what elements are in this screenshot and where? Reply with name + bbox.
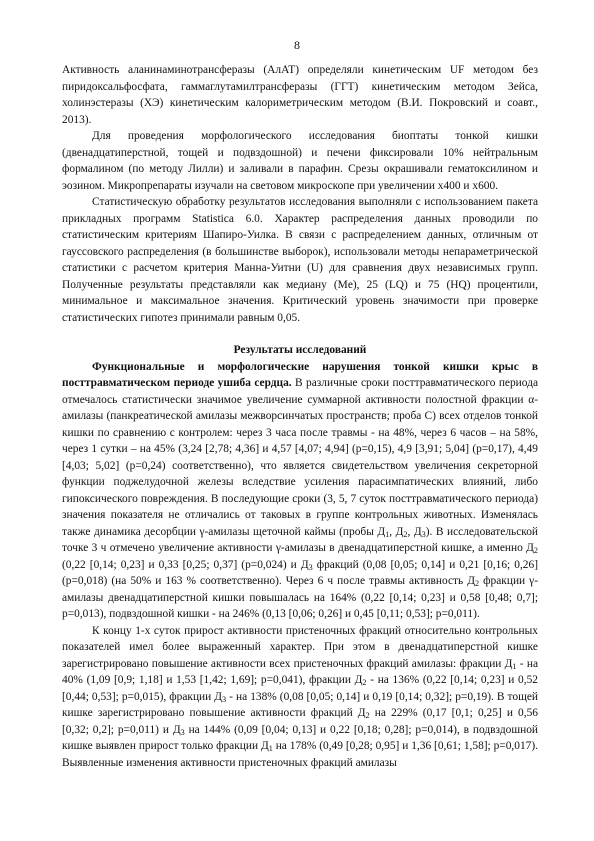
paragraph-morphology-methods: Для проведения морфологического исследования биоптаты тонкой кишки (двенадцатиперстной, тощей и подвздошной) и печени фиксировали 10% нейтральным формалином (по методу Лилли) и заливали в парафин. Срезы окрашивали гематоксилином и эозином. Микропрепараты изучали на световом микроскопе при увеличении х400 и х600.	[62, 130, 538, 192]
results-lead-sentence: Функциональные и морфологические нарушения тонкой кишки крыс в посттравматическом периоде ушиба сердца.	[62, 360, 538, 389]
paragraph-results-1	[62, 359, 538, 623]
section-heading-results: Результаты исследований	[233, 344, 367, 356]
paragraph-methods-enzymes: Активность аланинаминотрансферазы (АлАТ) определяли кинетическим UF методом без пиридоксальфосфата, гаммаглутамилтрансферазы (ГГТ) кинетическим методом Зейса, холинэстеразы (ХЭ) кинетическим калориметрическим методом (В.И. Покровский и соавт., 2013).	[62, 64, 538, 126]
paragraph-results-2: К концу 1-х суток прирост активности пристеночных фракций относительно контрольных показателей имел более выраженный характер. При этом в двенадцатиперстной кишке зарегистрировано повышение активности всех пристеночных фракций амилазы: фракции $Д_1$ - на 40% (1,09 [0,9; 1,18] и 1,53 [1,42; 1,69]; p=0,041), фракции $Д_2$ - на 136% (0,22 [0,14; 0,23] и 0,52 [0,44; 0,53]; p=0,015), фракции $Д_3$ - на 138% (0,08 [0,05; 0,14] и 0,19 [0,14; 0,32]; p=0,19). В тощей кишке зарегистрировано повышение активности фракций $Д_2$ на 229% (0,17 [0,1; 0,25] и 0,56 [0,32; 0,2]; p=0,011) и $Д_3$ на 144% (0,09 [0,04; 0,13] и 0,22 [0,18; 0,28]; p=0,014), в подвздошной кишке выявлен прирост только фракции $Д_1$ на 178% (0,49 [0,28; 0,95] и 1,36 [0,61; 1,58]; p=0,017). Выявленные изменения активности пристеночных фракций амилазы	[62, 624, 539, 769]
document-body	[62, 62, 538, 771]
page-number: 8	[294, 38, 300, 52]
paragraph-statistics: Статистическую обработку результатов исследования выполняли с использованием пакета прикладных программ Statistica 6.0. Характер распределения данных проводили по статистическим критериям Шапиро-Уилка. В связи с распределением данных, отличным от гауссовского распределения (в большинстве выборок), использовали методы непараметрической статистики с расчетом критерия Манна-Уитни (U) для сравнения двух независимых групп. Полученные результаты представляли как медиану (Me), 25 (LQ) и 75 (HQ) процентили, минимальное и максимальное значения. Критический уровень значимости при проверке статистических гипотез принимали равным 0,05.	[62, 196, 538, 324]
results-paragraph-1-text: В различные сроки посттравматического периода отмечалось статистически значимое увеличение суммарной активности полостной фракции α-амилазы (панкреатической амилазы межворсинчатых пространств; проба С) всех отделов тонкой кишки по сравнению с контролем: через 3 часа после травмы - на 48%, через 6 часов – на 58%, через 1 сутки – на 45% (3,24 [2,78; 4,36] и 4,57 [4,07; 4,94] (p=0,15), 4,9 [3,91; 5,04] (p=0,17), 4,49 [4,03; 5,02] (p=0,24) соответственно), что является свидетельством увеличения секреторной функции поджелудочной железы вследствие усиления парасимпатических влияний, либо гипоксического повреждения. В последующие сроки (3, 5, 7 суток посттравматического периода) значения показателя не отличались от таковых в группе контрольных животных. Изменялась также динамика десорбции γ-амилазы щеточной каймы (пробы $Д_1$, $Д_2$, $Д_3$). В исследовательской точке 3 ч отмечено увеличение активности γ-амилазы в двенадцатиперстной кишке, а именно $Д_2$ (0,22 [0,14; 0,23] и 0,33 [0,25; 0,37] (p=0,024) и $Д_3$ фракций (0,08 [0,05; 0,14] и 0,21 [0,16; 0,26] (p=0,018) (на 50% и 163 % соответственно). Через 6 ч после травмы активность $Д_2$ фракции γ-амилазы двенадцатиперстной кишки повышалась на 164% (0,22 [0,14; 0,23] и 0,58 [0,48; 0,7]; p=0,013), подвздошной кишки - на 246% (0,13 [0,06; 0,26] и 0,45 [0,11; 0,53]; p=0,011).	[62, 377, 538, 620]
section-spacer	[62, 326, 538, 342]
